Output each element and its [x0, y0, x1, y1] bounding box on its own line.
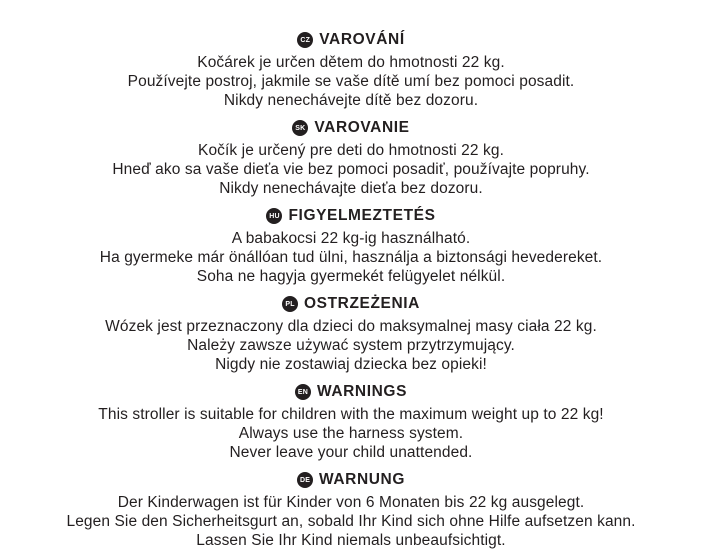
warning-line: Lassen Sie Ihr Kind niemals unbeaufsichtigt.	[196, 532, 506, 549]
warning-line: Nikdy nenechávajte dieťa bez dozoru.	[219, 180, 483, 197]
language-badge-pl-icon: PL	[282, 296, 298, 312]
language-badge-cz-icon: CZ	[297, 32, 313, 48]
warning-line: Kočárek je určen dětem do hmotnosti 22 kg.	[197, 54, 505, 71]
warning-section-hu	[0, 207, 702, 286]
warning-line: Always use the harness system.	[238, 425, 464, 442]
warning-section-de	[0, 471, 702, 550]
section-heading-en	[0, 383, 702, 401]
section-heading-de	[0, 471, 702, 489]
warning-line: Soha ne hagyja gyermekét felügyelet nélkül.	[196, 268, 506, 285]
section-heading-pl	[0, 295, 702, 313]
section-heading-sk	[0, 119, 702, 137]
warning-section-sk	[0, 119, 702, 198]
warning-line: A babakocsi 22 kg-ig használható.	[231, 230, 471, 247]
warning-section-cz	[0, 31, 702, 110]
section-title-cz: VAROVÁNÍ	[319, 31, 405, 48]
warning-line: Ha gyermeke már önállóan tud ülni, használja a biztonsági hevedereket.	[99, 249, 603, 266]
warning-line: Der Kinderwagen ist für Kinder von 6 Monaten bis 22 kg ausgelegt.	[117, 494, 585, 511]
warning-section-en	[0, 383, 702, 462]
section-heading-cz	[0, 31, 702, 49]
section-title-pl: OSTRZEŻENIA	[304, 295, 420, 312]
warning-line: Používejte postroj, jakmile se vaše dítě umí bez pomoci posadit.	[127, 73, 575, 90]
section-title-de: WARNUNG	[319, 471, 405, 488]
warning-line: Never leave your child unattended.	[229, 444, 473, 461]
warning-line: Wózek jest przeznaczony dla dzieci do maksymalnej masy ciała 22 kg.	[105, 318, 597, 335]
warning-section-pl	[0, 295, 702, 374]
warning-line: Nikdy nenechávejte dítě bez dozoru.	[223, 92, 479, 109]
warning-line: Nigdy nie zostawiaj dziecka bez opieki!	[215, 356, 487, 373]
language-badge-hu-icon: HU	[266, 208, 282, 224]
section-title-sk: VAROVANIE	[314, 119, 410, 136]
language-badge-en-icon: EN	[295, 384, 311, 400]
section-title-en: WARNINGS	[316, 383, 408, 400]
warning-line: Hneď ako sa vaše dieťa vie bez pomoci posadiť, používajte popruhy.	[112, 161, 590, 178]
section-title-hu: FIGYELMEZTETÉS	[288, 207, 436, 224]
section-heading-hu	[0, 207, 702, 225]
warning-line: This stroller is suitable for children with the maximum weight up to 22 kg!	[98, 406, 604, 423]
warning-line: Kočík je určený pre deti do hmotnosti 22 kg.	[198, 142, 504, 159]
language-badge-de-icon: DE	[297, 472, 313, 488]
warning-line: Należy zawsze używać system przytrzymujący.	[187, 337, 515, 354]
warning-line: Legen Sie den Sicherheitsgurt an, sobald Ihr Kind sich ohne Hilfe aufsetzen kann.	[66, 513, 636, 530]
language-badge-sk-icon: SK	[292, 120, 308, 136]
